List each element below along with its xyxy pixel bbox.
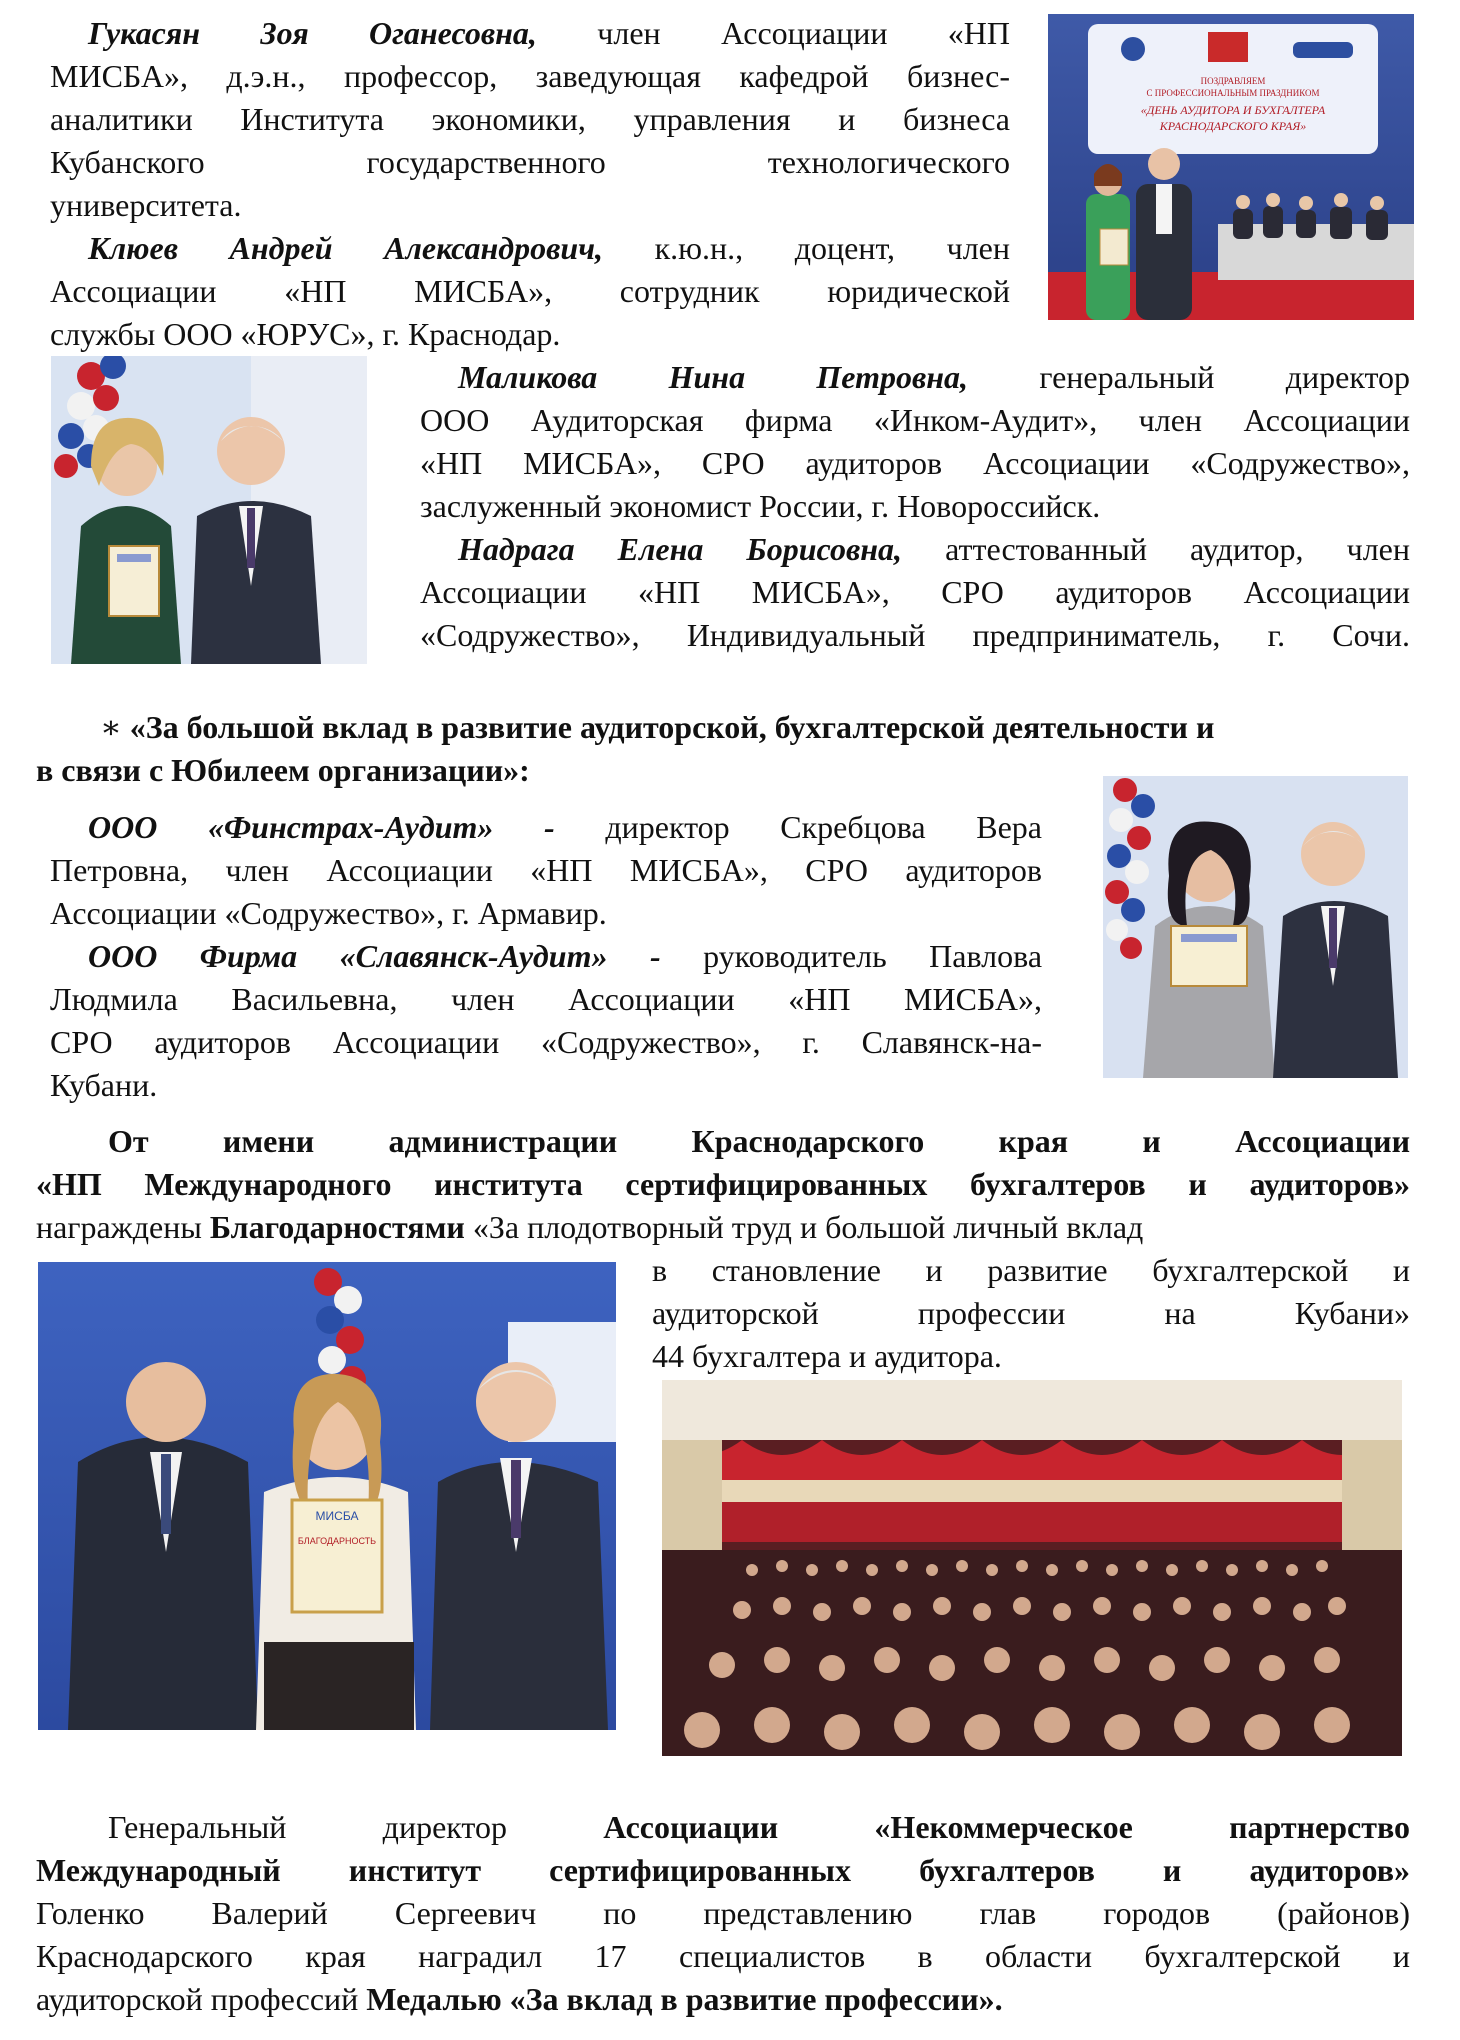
malikova-name: Маликова Нина Петровна, <box>458 359 969 395</box>
gukasyan-line1: Гукасян Зоя Оганесовна, член Ассоциации «НП <box>88 15 1011 51</box>
slavyansk-line4: Кубани. <box>50 1067 158 1103</box>
finstrah-name: ООО «Финстрах-Аудит» - <box>88 809 555 845</box>
gratitude-award-name: Благодарностями <box>209 1209 465 1245</box>
nadraga-line3: «Содружество», Индивидуальный предприниматель, г. Сочи. <box>420 617 1410 653</box>
bullet-icon: ∗ <box>100 709 122 745</box>
medal-name: Медалью «За вклад в развитие профессии». <box>366 1981 1003 2017</box>
closing-line4: Краснодарского края наградил 17 специалистов в области бухгалтерской и <box>36 1938 1410 1974</box>
gratitude-line6: 44 бухгалтера и аудитора. <box>652 1338 1002 1374</box>
nadraga-name: Надрага Елена Борисовна, <box>458 531 903 567</box>
nadraga-line2: Ассоциации «НП МИСБА», СРО аудиторов Ассоциации <box>420 574 1410 610</box>
klyuev-line3: службы ООО «ЮРУС», г. Краснодар. <box>50 316 561 352</box>
finstrah-line2: Петровна, член Ассоциации «НП МИСБА», СРО аудиторов <box>50 852 1042 888</box>
gratitude-line2: «НП Международного института сертифицированных бухгалтеров и аудиторов» <box>36 1166 1410 1202</box>
gukasyan-line5: университета. <box>50 187 242 223</box>
gukasyan-line3: аналитики Института экономики, управления и бизнеса <box>50 101 1010 137</box>
klyuev-line1: Клюев Андрей Александрович, к.ю.н., доцент, член <box>88 230 1011 266</box>
banner-line3: «ДЕНЬ АУДИТОРА И БУХГАЛТЕРА <box>1140 103 1326 117</box>
slavyansk-line3: СРО аудиторов Ассоциации «Содружество», г. Славянск-на- <box>50 1024 1042 1060</box>
finstrah-line1: ООО «Финстрах-Аудит» - директор Скребцова Вера <box>88 809 1043 845</box>
photo-finstrah-award <box>1103 776 1408 1078</box>
photo-gratitude-award <box>38 1262 616 1730</box>
photo-audience-hall <box>662 1380 1402 1756</box>
photo-malikova-award <box>51 356 367 664</box>
banner-line4: КРАСНОДАРСКОГО КРАЯ» <box>1159 119 1307 133</box>
gratitude-line1: От имени администрации Краснодарского края и Ассоциации <box>108 1123 1410 1159</box>
malikova-line4: заслуженный экономист России, г. Новороссийск. <box>420 488 1101 524</box>
jubilee-heading-line2: в связи с Юбилеем организации»: <box>36 752 530 788</box>
certificate-title: БЛАГОДАРНОСТЬ <box>297 1536 377 1546</box>
finstrah-line3: Ассоциации «Содружество», г. Армавир. <box>50 895 607 931</box>
klyuev-name: Клюев Андрей Александрович, <box>88 230 603 266</box>
malikova-line2: ООО Аудиторская фирма «Инком-Аудит», член Ассоциации <box>420 402 1410 438</box>
gratitude-line5: аудиторской профессии на Кубани» <box>652 1295 1410 1331</box>
closing-line2: Международный институт сертифицированных бухгалтеров и аудиторов» <box>36 1852 1410 1888</box>
gratitude-line4: в становление и развитие бухгалтерской и <box>652 1252 1410 1288</box>
banner-line2: С ПРОФЕССИОНАЛЬНЫМ ПРАЗДНИКОМ <box>1146 88 1320 98</box>
gratitude-line3: награждены Благодарностями «За плодотворный труд и большой личный вклад <box>36 1209 1144 1245</box>
malikova-line3: «НП МИСБА», СРО аудиторов Ассоциации «Содружество», <box>420 445 1410 481</box>
slavyansk-line2: Людмила Васильевна, член Ассоциации «НП МИСБА», <box>50 981 1042 1017</box>
klyuev-line2: Ассоциации «НП МИСБА», сотрудник юридической <box>50 273 1010 309</box>
closing-line3: Голенко Валерий Сергеевич по представлению глав городов (районов) <box>36 1895 1410 1931</box>
jubilee-heading-line1: ∗ «За большой вклад в развитие аудиторской, бухгалтерской деятельности и <box>100 709 1215 745</box>
slavyansk-name: ООО Фирма «Славянск-Аудит» - <box>88 938 661 974</box>
banner-line1: ПОЗДРАВЛЯЕМ <box>1200 76 1266 86</box>
malikova-line1: Маликова Нина Петровна, генеральный директор <box>458 359 1411 395</box>
closing-line5: аудиторской профессий Медалью «За вклад в развитие профессии». <box>36 1981 1003 2017</box>
gukasyan-line2: МИСБА», д.э.н., профессор, заведующая кафедрой бизнес- <box>50 58 1010 94</box>
closing-line1: Генеральный директор Ассоциации «Некоммерческое партнерство <box>108 1809 1411 1845</box>
gukasyan-line4: Кубанского государственного технологического <box>50 144 1010 180</box>
photo-stage-award <box>1048 14 1414 320</box>
nadraga-line1: Надрага Елена Борисовна, аттестованный аудитор, член <box>458 531 1411 567</box>
gukasyan-name: Гукасян Зоя Оганесовна, <box>88 15 537 51</box>
certificate-logo: МИСБА <box>315 1509 359 1523</box>
slavyansk-line1: ООО Фирма «Славянск-Аудит» - руководитель Павлова <box>88 938 1043 974</box>
